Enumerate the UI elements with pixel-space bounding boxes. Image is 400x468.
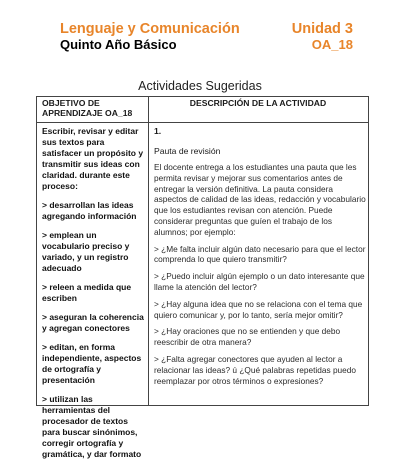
activity-number: 1.: [154, 126, 162, 136]
objective-cell: [42, 126, 146, 468]
activity-table: [36, 96, 369, 459]
objective-statement: Escribir, revisar y editar sus textos para satisfacer un propósito y transmitir sus ideas con claridad. durante este proceso:: [42, 126, 144, 191]
objective-criterion: > utilizan las herramientas del procesador de textos para buscar sinónimos, corregir ortografía y gramática, y dar formato: [42, 394, 142, 459]
guiding-question: > ¿Falta agregar conectores que ayuden al lector a relacionar las ideas? ú ¿Qué palabras repetidas puedo reemplazar por otros términos o expresiones?: [154, 353, 357, 386]
header-row-divider: [37, 122, 368, 123]
section-title: Actividades Sugeridas: [138, 79, 262, 93]
objective-criterion: > aseguran la coherencia y agregan conectores: [42, 312, 144, 333]
objective-column-header: OBJETIVO DE APRENDIZAJE OA_18: [42, 98, 133, 118]
description-cell: [154, 126, 366, 392]
objective-code: OA_18: [311, 37, 353, 52]
grade-title: Quinto Año Básico: [60, 37, 177, 52]
guiding-question: > ¿Hay oraciones que no se entienden y que debo reescribir de otra manera?: [154, 326, 341, 348]
activity-title: Pauta de revisión: [154, 146, 221, 156]
guiding-question: > ¿Me falta incluir algún dato necesario para que el lector comprenda lo que quiero transmitir?: [154, 243, 366, 265]
guiding-question: > ¿Hay alguna idea que no se relaciona con el tema que quiero comunicar y, por lo tanto, sería mejor omitir?: [154, 298, 363, 320]
activity-intro: El docente entrega a los estudiantes una pauta que les permita revisar y mejorar sus comentarios antes de entregar la versión definitiva. La pauta considera aspectos de calidad de las ideas, redacción y vocabulario que los estudiantes revisan con atención. Puede considerar preguntas que guíen el trabajo de los alumnos; por ejemplo:: [154, 162, 366, 237]
description-column-header: DESCRIPCIÓN DE LA ACTIVIDAD: [189, 98, 327, 108]
objective-criterion: > emplean un vocabulario preciso y variado, y un registro adecuado: [42, 230, 130, 273]
guiding-question: > ¿Puedo incluir algún ejemplo o un dato interesante que llame la atención del lector?: [154, 271, 365, 292]
unit-label: Unidad 3: [291, 21, 353, 37]
subject-title: Lenguaje y Comunicación: [60, 21, 240, 37]
objective-criterion: > desarrollan las ideas agregando información: [42, 200, 137, 221]
column-divider: [148, 97, 149, 405]
objective-criterion: > releen a medida que escriben: [42, 282, 132, 303]
objective-criterion: > editan, en forma independiente, aspectos de ortografía y presentación: [42, 342, 142, 385]
